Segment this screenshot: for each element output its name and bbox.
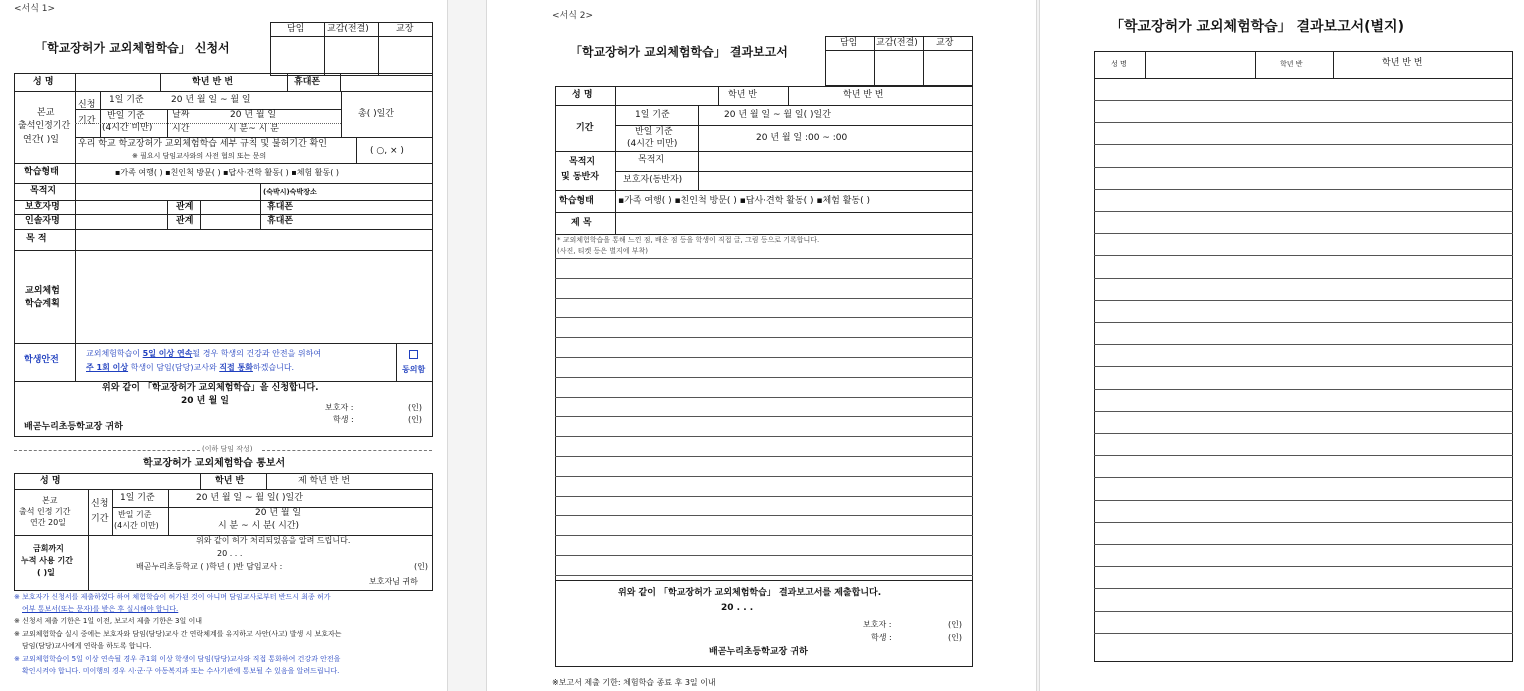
ruled-line [555,436,973,437]
notice-half-day: 반일 기준 [118,510,152,519]
ruled-line [555,535,973,536]
approval-homeroom: 담임 [840,38,858,48]
ruled-line [1094,322,1513,323]
ruled-line [1094,255,1513,256]
notice-accum-2: 누적 사용 기간 [21,556,73,565]
agree-label: 동의함 [402,365,426,374]
ruled-line [1094,300,1513,301]
label-apply-1: 신청 [78,100,96,110]
report-hint: * 교외체험학습을 통해 느낀 점, 배운 점 등을 학생이 직접 글, 그림 등으로 기록합니다. [557,236,820,244]
rule-check: 우리 학교 학교장허가 교외체험학습 세부 규칙 및 불허기간 확인 [78,139,327,149]
ruled-line [1094,500,1513,501]
label-learning-type: 학습형태 [24,167,59,177]
label-full-day: 1일 기준 [109,95,144,105]
label-grade-class: 학년 반 번 [192,77,234,87]
notice-recog-2: 출석 인정 기간 [19,507,71,516]
full-day-value: 20 년 월 일 ~ 월 일 [171,95,251,105]
parent-seal: (인) [408,403,422,412]
page-title: 「학교장허가 교외체험학습」 결과보고서(별지) [1110,19,1404,35]
submit-statement: 위와 같이 「학교장허가 교외체험학습」을 신청합니다. [102,383,319,393]
submit-date: 20 . . . [721,603,754,613]
label-plan-2: 학습계획 [25,299,60,309]
ruled-line [1094,366,1513,367]
ruled-line [1094,189,1513,190]
label-phone-3: 휴대폰 [267,216,294,226]
rule-note: ※ 필요시 담임교사와의 사전 협의 또는 문의 [132,152,267,160]
label-name: 성 명 [572,90,593,100]
notice-seal: (인) [414,562,428,571]
student-seal: (인) [948,633,962,642]
safety-text-line-1: 교외체험학습이 5일 이상 연속될 경우 학생의 건강과 안전을 위하여 [86,349,322,358]
form-page-result-report [488,0,1036,691]
ruled-line [1094,477,1513,478]
page-title: 「학교장허가 교외체험학습」 신청서 [35,41,230,55]
safety-text-line-2: 주 1회 이상 학생이 담임(담당)교사와 직접 통화하겠습니다. [86,363,295,372]
ruled-line [1094,389,1513,390]
rule-check-mark: ( ○, × ) [370,146,404,156]
label-learning-type: 학습형태 [559,196,594,206]
note-3-cont: 담임(담당)교사에게 연락을 하도록 합니다. [22,642,152,650]
submit-date: 20 년 월 일 [181,396,230,406]
ruled-line [555,337,973,338]
agree-checkbox[interactable] [409,350,418,359]
notice-to-parent: 보호자님 귀하 [369,577,418,586]
ruled-line [1094,233,1513,234]
grade-value: 학년 반 번 [843,90,884,100]
ruled-line [1094,588,1513,589]
label-time: 시간 [172,124,190,134]
half-day-value: 20 년 월 일 :00 ~ :00 [756,133,848,143]
notice-accum-3: ( )일 [37,568,55,577]
ruled-line [555,298,973,299]
notice-grade-value: 제 학년 반 번 [298,476,351,486]
note-4: ※ 교외체험학습이 5일 이상 연속될 경우 주1회 이상 학생이 담임(담당)교사와 직접 통화하여 건강과 안전을 [14,655,341,663]
ruled-line [555,476,973,477]
submit-statement: 위와 같이 「학교장허가 교외체험학습」 결과보고서를 제출합니다. [618,588,882,598]
label-escort: 인솔자명 [25,216,60,226]
note-4-cont: 확인시켜야 합니다. 미이행의 경우 시·군·구 아동복지과 또는 수사기관에 통보될 수 있음을 알려드립니다. [22,667,340,675]
ruled-line [555,456,973,457]
label-recog-1: 본교 [37,108,55,118]
notice-message: 위와 같이 허가 처리되었음을 알려 드립니다. [196,536,351,545]
total-days: 총( )일간 [358,109,394,119]
student-sign-label: 학생 : [333,415,354,424]
note-3: ※ 교외체험학습 실시 중에는 보호자와 담임(담당)교사 간 연락체계를 유지하고 사안(사고) 발생 시 보호자는 [14,630,342,638]
ruled-line [555,575,973,576]
parent-sign-label: 보호자 : [863,620,892,629]
label-recog-3: 연간( )일 [23,135,59,145]
label-name: 성 명 [1111,60,1127,68]
label-half-day: 반일 기준 [107,111,145,121]
parent-seal: (인) [948,620,962,629]
time-value: 시 분~ 시 분 [228,124,279,134]
notice-half-time: 시 분 ~ 시 분( 시간) [218,521,300,531]
ruled-line [1094,455,1513,456]
ruled-line [555,357,973,358]
label-companion: 및 동반자 [561,172,599,182]
ruled-line [555,377,973,378]
approval-principal: 교장 [936,38,954,48]
cut-line-label: (이하 담임 작성) [202,445,253,453]
principal-addressee: 배곧누리초등학교장 귀하 [24,422,123,432]
ruled-line [555,555,973,556]
notice-date: 20 . . . [217,549,243,558]
full-day-value: 20 년 월 일 ~ 월 일( )일간 [724,110,831,120]
ruled-line [1094,144,1513,145]
notice-half-day-sub: (4시간 미만) [114,521,159,530]
notice-recog-1: 본교 [42,496,58,505]
label-half-day: 반일 기준 [635,127,673,137]
ruled-line [555,317,973,318]
label-dest-field: 목적지 [638,155,665,165]
grade-value: 학년 반 번 [1382,58,1423,68]
ruled-line [555,496,973,497]
ruled-line [1094,522,1513,523]
notice-full-day: 1일 기준 [120,493,155,503]
notice-apply-1: 신청 [91,499,109,509]
notice-label-grade: 학년 반 [215,476,245,486]
note-2: ※ 신청서 제출 기한은 1일 이전, 보고서 제출 기한은 3일 이내 [14,617,203,625]
label-relation-2: 관계 [176,216,194,226]
label-recog-2: 출석인정기간 [18,121,71,131]
label-full-day: 1일 기준 [635,110,670,120]
note-1: ※ 보호자가 신청서를 제출하였다 하여 체험학습이 허가된 것이 아니며 담임교사로부터 반드시 최종 허가 [14,593,331,601]
label-half-day-sub: (4시간 미만) [627,139,678,149]
label-half-day-sub: (4시간 미만) [102,123,153,133]
label-name: 성 명 [33,77,54,87]
label-lodging: (숙박시)숙박장소 [263,188,317,196]
notice-table [14,473,433,591]
form-number: <서식 1> [14,4,56,14]
notice-full-value: 20 년 월 일 ~ 월 일( )일간 [196,493,303,503]
label-purpose: 목 적 [26,234,47,244]
note-1-cont: 여부 통보서(또는 문자)를 받은 후 실시해야 합니다. [22,605,179,613]
ruled-line [1094,633,1513,634]
ruled-line [1094,611,1513,612]
ruled-line [555,258,973,259]
approval-principal: 교장 [396,24,414,34]
notice-teacher: 배곧누리초등학교 ( )학년 ( )반 담임교사 : [136,562,283,571]
student-seal: (인) [408,415,422,424]
label-relation: 관계 [176,202,194,212]
ruled-line [555,397,973,398]
approval-homeroom: 담임 [287,24,305,34]
label-date: 날짜 [172,110,190,120]
notice-apply-2: 기간 [91,514,109,524]
label-grade: 학년 반 [1280,60,1303,68]
ruled-line [1094,544,1513,545]
label-guardian: 보호자명 [25,202,60,212]
label-guardian-field: 보호자(동반자) [623,175,683,185]
ruled-line [1094,278,1513,279]
page-gutter-1 [447,0,487,691]
learning-type-options: ▪가족 여행( ) ▪친인척 방문( ) ▪답사·견학 활동( ) ▪체험 활동( ) [618,196,871,206]
label-apply-2: 기간 [78,116,96,126]
page-title: 「학교장허가 교외체험학습」 결과보고서 [570,45,788,59]
student-sign-label: 학생 : [871,633,892,642]
notice-half-date: 20 년 월 일 [255,508,302,518]
principal-addressee: 배곧누리초등학교장 귀하 [709,647,808,657]
ruled-line [555,416,973,417]
label-grade: 학년 반 [728,90,757,100]
notice-recog-3: 연간 20일 [30,518,66,527]
report-deadline-note: ※보고서 제출 기한: 체험학습 종료 후 3일 이내 [552,678,716,687]
label-plan-1: 교외체험 [25,286,60,296]
label-period: 기간 [576,123,594,133]
ruled-line [555,515,973,516]
label-safety: 학생안전 [24,355,59,365]
notice-title: 학교장허가 교외체험학습 통보서 [143,458,286,469]
approval-vice: 교감(전결) [876,38,918,48]
form-page-attachment [1040,0,1524,691]
parent-sign-label: 보호자 : [325,403,354,412]
ruled-line [1094,344,1513,345]
report-hint-2: (사진, 티켓 등은 별지에 부착) [557,247,648,255]
date-value: 20 년 월 일 [230,110,277,120]
ruled-line [1094,122,1513,123]
approval-vice: 교감(전결) [327,24,369,34]
notice-label-name: 성 명 [40,476,61,486]
ruled-line [555,278,973,279]
ruled-line [1094,566,1513,567]
ruled-line [1094,167,1513,168]
attachment-table [1094,51,1513,662]
ruled-line [1094,411,1513,412]
label-destination: 목적지 [30,186,57,196]
label-subject: 제 목 [571,218,592,228]
form-number: <서식 2> [552,11,594,21]
form-page-application [0,0,447,691]
ruled-line [1094,100,1513,101]
ruled-line [1094,211,1513,212]
learning-type-options: ▪가족 여행( ) ▪친인척 방문( ) ▪답사·견학 활동( ) ▪체험 활동( ) [115,168,340,177]
label-phone: 휴대폰 [294,77,321,87]
label-phone-2: 휴대폰 [267,202,294,212]
label-destination: 목적지 [569,157,596,167]
notice-accum-1: 금회까지 [33,544,64,553]
ruled-line [1094,433,1513,434]
